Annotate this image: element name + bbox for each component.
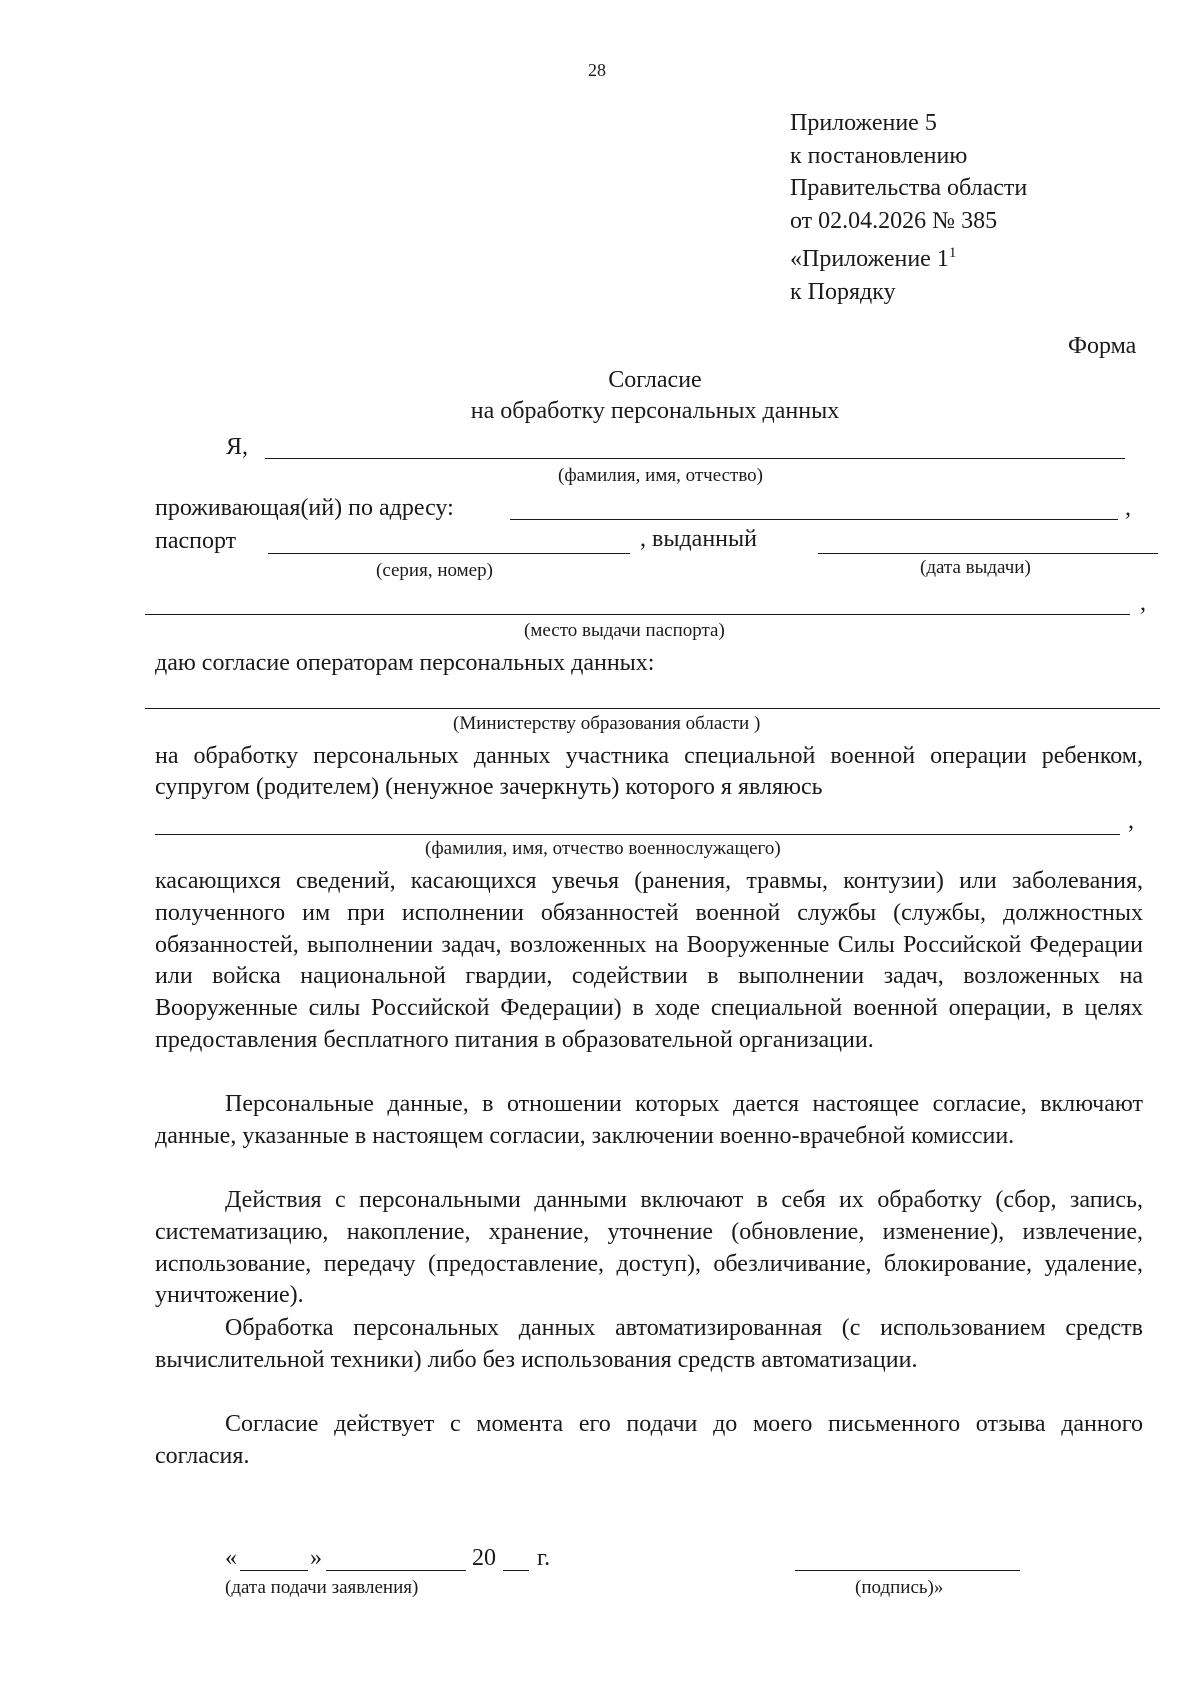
month-field-line[interactable] <box>326 1570 466 1571</box>
operator-field-line[interactable] <box>145 708 1160 709</box>
page-number: 28 <box>588 60 606 80</box>
paragraph-processing-mode: Обработка персональных данных автоматизированная (с использованием средств вычислительной техники) либо без использования средств автоматизации. <box>155 1315 1143 1373</box>
i-label: Я, <box>226 434 249 460</box>
header-line-3: Правительства области <box>790 175 1028 201</box>
issue-date-field-line[interactable] <box>818 553 1158 554</box>
date-caption: (дата выдачи) <box>920 557 1031 578</box>
address-comma: , <box>1125 495 1131 521</box>
header-line-4: от 02.04.2026 № 385 <box>790 207 998 234</box>
address-field-line[interactable] <box>510 519 1118 520</box>
title-line-2: на обработку персональных данных <box>470 398 840 424</box>
paragraph-actions: Действия с персональными данными включают в себя их обработку (сбор, запись, систематизацию, накопление, хранение, уточнение (обновление, изменение), извлечение, использование, передачу (предоставление, доступ), обезличивание, блокирование, удаление, уничтожение). <box>155 1187 1143 1309</box>
issued-label: , выданный <box>640 526 757 552</box>
serviceman-field-line[interactable] <box>155 834 1120 835</box>
passport-series-field-line[interactable] <box>268 553 630 554</box>
series-caption: (серия, номер) <box>376 560 493 581</box>
fio-field-line[interactable] <box>265 458 1125 459</box>
signature-caption: (подпись)» <box>855 1577 944 1598</box>
header-superscript: 1 <box>948 245 957 261</box>
paragraph-data-scope: Персональные данные, в отношении которых дается настоящее согласие, включают данные, указанные в настоящем согласии, заключении военно-врачебной комиссии. <box>155 1091 1143 1149</box>
year-prefix: 20 <box>472 1545 496 1571</box>
header-line-5: «Приложение $1^1$ <box>790 245 957 272</box>
year-field-line[interactable] <box>503 1570 529 1571</box>
title-line-1: Согласие <box>608 367 702 393</box>
form-label: Форма <box>1068 333 1137 359</box>
paragraph-validity: Согласие действует с момента его подачи до моего письменного отзыва данного согласия. <box>155 1411 1143 1469</box>
address-label: проживающая(ий) по адресу: <box>155 495 454 521</box>
serviceman-caption: (фамилия, имя, отчество военнослужащего) <box>425 838 781 859</box>
fio-caption: (фамилия, имя, отчество) <box>558 465 764 486</box>
ministry-caption: (Министерству образования области ) <box>453 713 761 734</box>
place-field-line[interactable] <box>145 614 1130 615</box>
appendix-header <box>790 107 1027 308</box>
consent-operators-text: даю согласие операторам персональных данных: <box>155 650 655 676</box>
year-suffix: г. <box>537 1545 551 1571</box>
participant-text: на обработку персональных данных участника специальной военной операции ребенком, супругом (родителем) (ненужное зачеркнуть) которого я являюсь <box>155 743 1143 800</box>
signature-field-line[interactable] <box>795 1570 1020 1571</box>
paragraph-purpose: касающихся сведений, касающихся увечья (ранения, травмы, контузии) или заболевания, полученного им при исполнении обязанностей военной службы (службы, должностных обязанностей, выполнении задач, возложенных на Вооруженные Силы Российской Федерации или войска национальной гвардии, содействии в выполнении задач, возложенных на Вооруженные силы Российской Федерации) в ходе специальной военной операции, в целях предоставления бесплатного питания в образовательной организации. <box>155 868 1143 1053</box>
serviceman-comma: , <box>1128 808 1134 834</box>
header-line-2: к постановлению <box>790 142 968 169</box>
passport-label: паспорт <box>155 528 237 554</box>
place-comma: , <box>1140 590 1146 616</box>
date-quote-close: » <box>310 1545 322 1571</box>
date-quote-open: « <box>225 1545 237 1571</box>
header-line-1: Приложение 5 <box>790 110 937 136</box>
place-caption: (место выдачи паспорта) <box>524 620 725 641</box>
header-line-6: к Порядку <box>790 278 896 305</box>
submission-date-caption: (дата подачи заявления) <box>225 1577 419 1598</box>
day-field-line[interactable] <box>240 1570 308 1571</box>
